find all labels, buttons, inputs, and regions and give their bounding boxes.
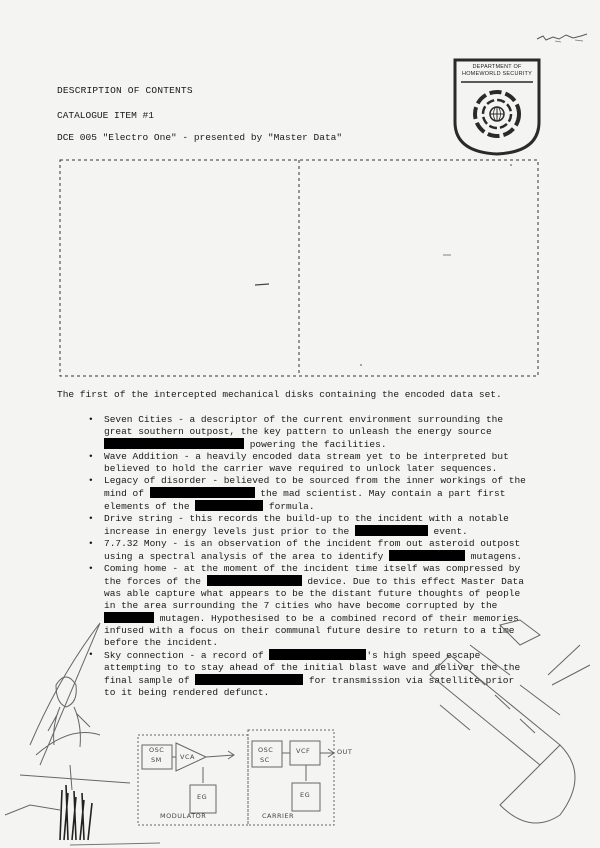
osc-sub-label-1: SM <box>151 756 162 764</box>
item-text: for transmission via satellite prior to it being rendered defunct. <box>104 675 515 698</box>
item-text: device. Due to this effect Master Data was able capture what appears to be the distant future thoughts of people in the area surrounding the 7 cities who have become corrupted by the <box>104 576 524 611</box>
redaction-bar <box>104 438 244 449</box>
seal-line-2: HOMEWORLD SECURITY <box>462 70 532 77</box>
item-text: mutagens. <box>465 551 523 562</box>
scribble-mark <box>535 30 590 44</box>
redaction-bar <box>389 550 465 561</box>
redaction-bar <box>355 525 428 536</box>
item-text: Seven Cities - a descriptor of the current environment surrounding the great southern outpost, the key pattern to unleash the energy source <box>104 414 504 437</box>
eg-label-1: EG <box>197 793 208 801</box>
contents-list-item <box>88 475 528 513</box>
out-label: OUT <box>337 748 353 756</box>
osc-label-2: OSC <box>258 746 274 754</box>
item-text: 7.7.32 Mony - is an observation of the incident from out asteroid outpost using a spectral analysis of the area to identify <box>104 538 521 562</box>
item-text: Sky connection - a record of <box>104 650 270 661</box>
vcf-label: VCF <box>296 747 311 755</box>
catalogue-item-label: CATALOGUE ITEM #1 <box>57 110 154 121</box>
redaction-bar <box>195 500 263 511</box>
contents-list-item <box>88 513 528 538</box>
contents-list-item <box>88 451 528 475</box>
item-text: Legacy of disorder - believed to be sourced from the inner workings of the mind of <box>104 475 526 499</box>
item-text: formula. <box>263 501 315 512</box>
sketch-drawings <box>0 615 600 848</box>
photo-frames <box>59 159 539 377</box>
seal-text <box>451 64 543 77</box>
contents-list-item <box>88 414 528 451</box>
item-title: DCE 005 "Electro One" - presented by "Master Data" <box>57 132 343 143</box>
seal-line-1: DEPARTMENT OF <box>472 64 522 70</box>
item-text: the mad scientist. May contain a part first elements of the <box>104 488 506 512</box>
item-text: powering the facilities. <box>244 439 387 450</box>
contents-list-item <box>88 538 528 563</box>
item-text: Wave Addition - a heavily encoded data stream yet to be interpreted but believed to hold the carrier wave required to unlock later sequences. <box>104 451 509 474</box>
vca-label: VCA <box>180 753 195 761</box>
description-heading: DESCRIPTION OF CONTENTS <box>57 85 193 96</box>
item-text: mutagen. Hypothesised to be a combined record of their memories infused with a focus on their communal future desire to return to a time before the incident. <box>104 613 519 648</box>
osc-sub-label-2: SC <box>260 756 270 764</box>
eg-label-2: EG <box>300 791 311 799</box>
item-text: Drive string - this records the build-up to the incident with a notable increase in energy levels just prior to the <box>104 513 509 537</box>
osc-label-1: OSC <box>149 746 165 754</box>
item-text: Coming home - at the moment of the incident time itself was compressed by the forces of the <box>104 563 521 587</box>
redaction-bar <box>207 575 302 586</box>
item-text: event. <box>427 526 468 537</box>
item-text: 's high speed escape attempting to to stay ahead of the initial blast wave and deliver the the final sample of <box>104 650 521 686</box>
carrier-label: CARRIER <box>262 812 295 820</box>
modulator-label: MODULATOR <box>160 812 207 820</box>
photo-caption: The first of the intercepted mechanical disks containing the encoded data set. <box>57 389 502 400</box>
redaction-bar <box>150 487 255 498</box>
